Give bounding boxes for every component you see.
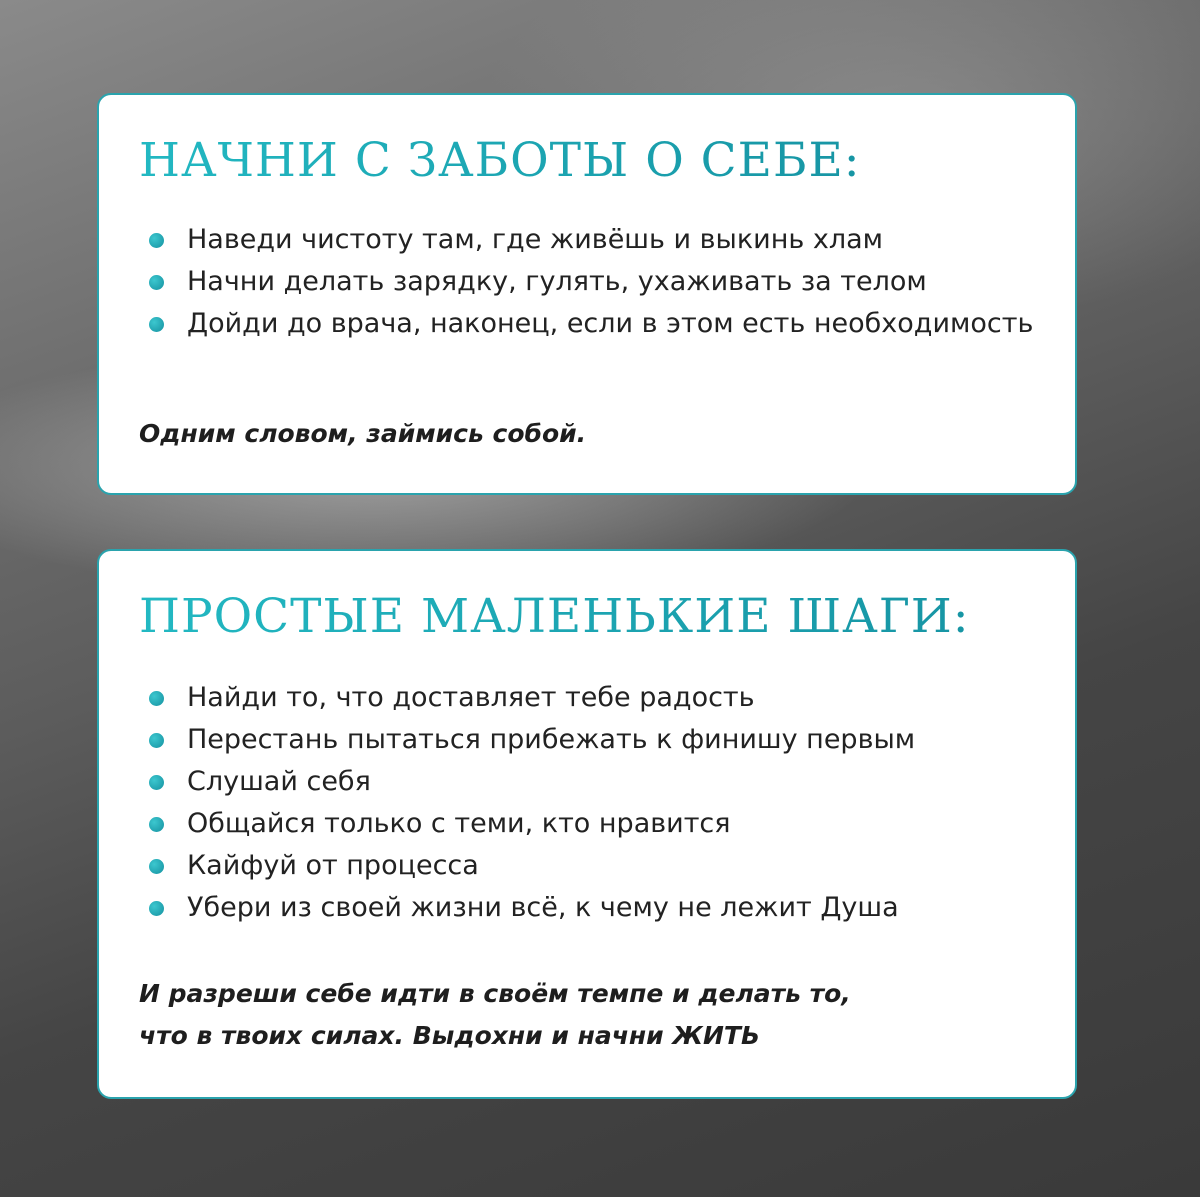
list-item	[147, 261, 1037, 303]
conclusion-line: что в твоих силах. Выдохни и начни ЖИТЬ	[139, 1021, 761, 1050]
list-item-text: Кайфуй от процесса	[187, 850, 479, 881]
teal-dot-icon	[149, 275, 164, 290]
teal-dot-icon	[149, 859, 164, 874]
list-item	[147, 803, 1037, 845]
steps-list	[147, 677, 1037, 929]
card-conclusion	[139, 973, 1039, 1057]
teal-dot-icon	[149, 775, 164, 790]
card-heading: ПРОСТЫЕ МАЛЕНЬКИЕ ШАГИ:	[139, 589, 970, 644]
small-steps-card	[97, 549, 1077, 1099]
list-item-text: Найди то, что доставляет тебе радость	[187, 682, 755, 713]
card-heading: НАЧНИ С ЗАБОТЫ О СЕБЕ:	[139, 133, 861, 188]
list-item-text: Общайся только с теми, кто нравится	[187, 808, 731, 839]
tips-list	[147, 219, 1037, 345]
list-item	[147, 719, 1037, 761]
card-conclusion	[139, 413, 1039, 455]
teal-dot-icon	[149, 233, 164, 248]
list-item	[147, 761, 1037, 803]
teal-dot-icon	[149, 901, 164, 916]
teal-dot-icon	[149, 733, 164, 748]
list-item-text: Слушай себя	[187, 766, 371, 797]
conclusion-line: И разреши себе идти в своём темпе и делать то,	[139, 979, 851, 1008]
list-item-text: Убери из своей жизни всё, к чему не лежит Душа	[187, 892, 899, 923]
list-item	[147, 887, 1037, 929]
list-item-text: Дойди до врача, наконец, если в этом есть необходимость	[187, 308, 1034, 339]
conclusion-line: Одним словом, займись собой.	[139, 419, 587, 448]
list-item-text: Перестань пытаться прибежать к финишу первым	[187, 724, 916, 755]
self-care-card	[97, 93, 1077, 495]
list-item	[147, 677, 1037, 719]
teal-dot-icon	[149, 817, 164, 832]
list-item	[147, 303, 1037, 345]
list-item	[147, 845, 1037, 887]
teal-dot-icon	[149, 317, 164, 332]
list-item-text: Наведи чистоту там, где живёшь и выкинь хлам	[187, 224, 884, 255]
teal-dot-icon	[149, 691, 164, 706]
list-item-text: Начни делать зарядку, гулять, ухаживать за телом	[187, 266, 927, 297]
list-item	[147, 219, 1037, 261]
